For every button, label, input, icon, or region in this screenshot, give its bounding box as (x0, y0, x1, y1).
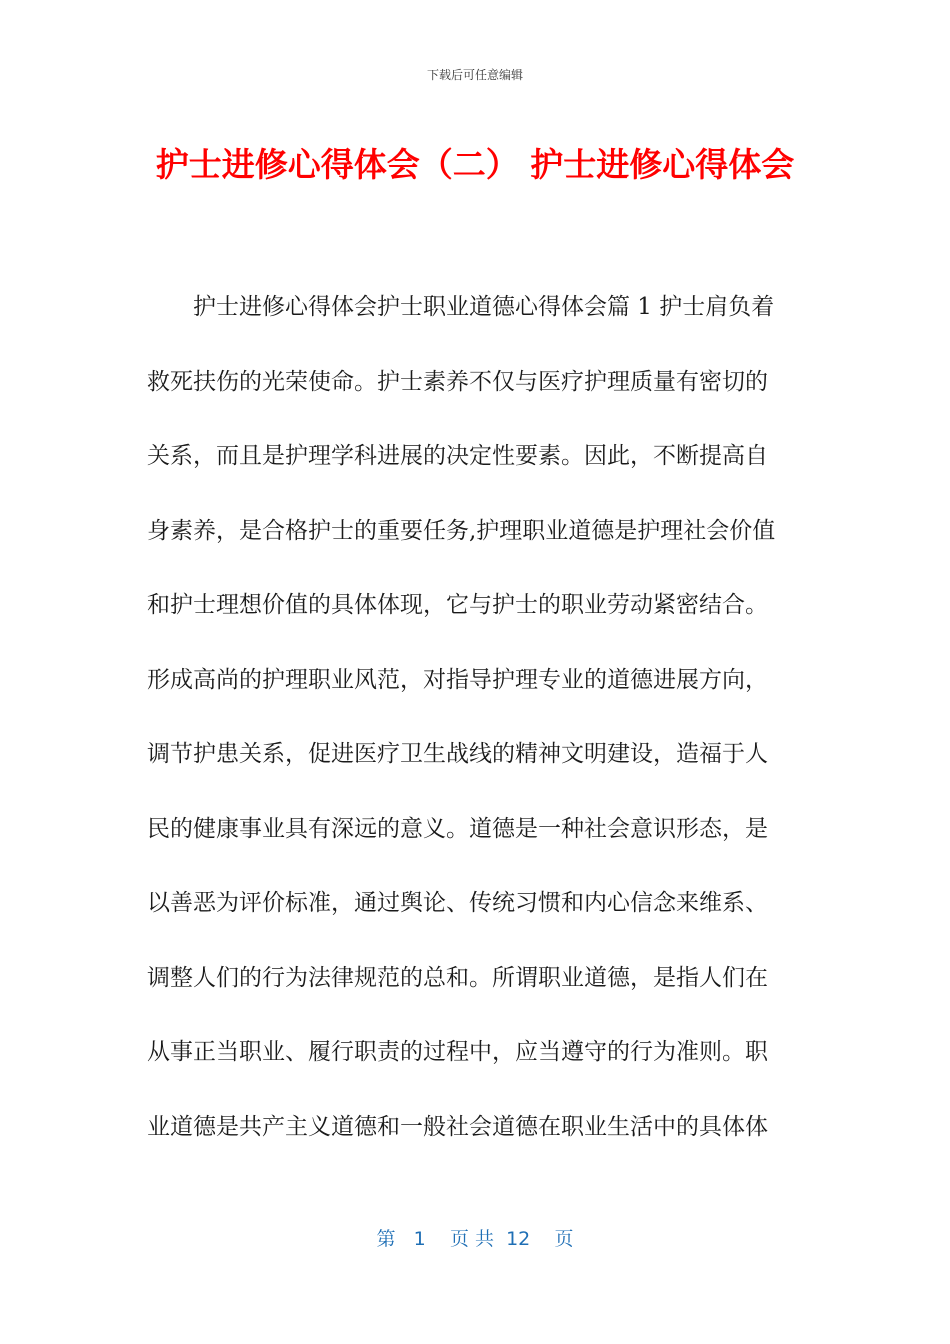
body-line: 民的健康事业具有深远的意义。道德是一种社会意识形态，是 (147, 815, 768, 842)
header-note: 下载后可任意编辑 (426, 68, 523, 82)
body-line: 从事正当职业、履行职责的过程中，应当遵守的行为准则。职 (147, 1039, 768, 1065)
body-line: 调节护患关系，促进医疗卫生战线的精神文明建设，造福于人 (147, 741, 768, 767)
footer-total-pages: 12 (506, 1228, 531, 1250)
body-line: 关系，而且是护理学科进展的决定性要素。因此，不断提高自 (147, 443, 768, 469)
footer-prefix: 第 (376, 1228, 396, 1250)
footer-current-page: 1 (413, 1228, 426, 1250)
body-line: 护士进修心得体会护士职业道德心得体会篇 1 护士肩负着 (147, 294, 775, 320)
footer-middle: 页 共 (449, 1228, 494, 1250)
body-line: 以善恶为评价标准，通过舆论、传统习惯和内心信念来维系、 (147, 890, 768, 916)
document-title: 护士进修心得体会（二） 护士进修心得体会 (155, 145, 795, 184)
page-footer (0, 1224, 950, 1254)
body-line: 形成高尚的护理职业风范，对指导护理专业的道德进展方向， (147, 666, 768, 693)
footer-suffix: 页 (554, 1228, 574, 1250)
document-body (147, 270, 817, 1164)
body-line: 调整人们的行为法律规范的总和。所谓职业道德，是指人们在 (147, 964, 768, 991)
body-line: 身素养，是合格护士的重要任务,护理职业道德是护理社会价值 (147, 517, 776, 544)
body-line: 业道德是共产主义道德和一般社会道德在职业生活中的具体体 (147, 1113, 768, 1140)
body-line: 救死扶伤的光荣使命。护士素养不仅与医疗护理质量有密切的 (147, 368, 768, 395)
body-line: 和护士理想价值的具体体现，它与护士的职业劳动紧密结合。 (147, 592, 768, 618)
